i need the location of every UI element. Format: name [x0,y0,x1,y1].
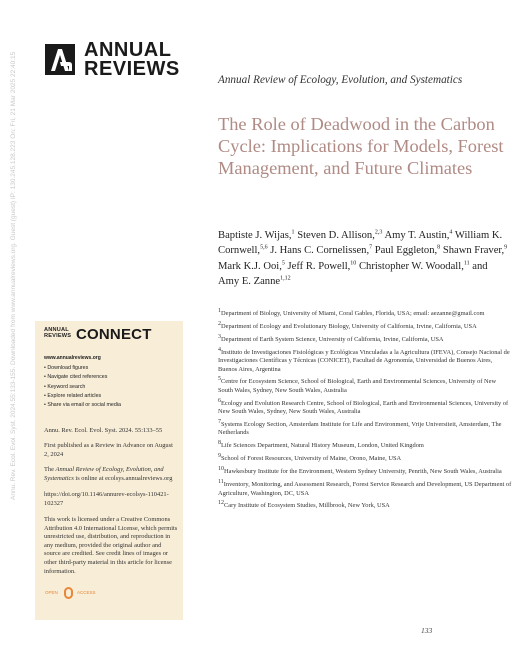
affiliation: $^8$Life Sciences Department, Natural History Museum, London, United Kingdom [218,440,424,450]
affiliation: $^6$Ecology and Evolution Research Centre, School of Biological, Earth and Environmental Sciences, University of New South Wales, Sydney, New South Wales, Australia [218,397,509,416]
affiliation: $^7$Systems Ecology Section, Amsterdam Institute for Life and Environment, Vrije Universiteit, Amsterdam, The Netherlands [218,418,502,437]
online-note-journal: Annual Review of Ecology, Evolution, and Systematics [44,466,164,482]
logo-line-2: REVIEWS [84,58,180,80]
author: Paul Eggleton,$^8$ [374,244,441,257]
feature-item: • Keyword search [44,383,121,392]
license-note: This work is licensed under a Creative Commons Attribution 4.0 International License, which permits unrestricted use, distribution, and reproduction in any medium, provided the original author and source are credited. See credit lines of images or other third-party material in this article for license information. [44,516,178,575]
affiliation: $^9$School of Forest Resources, University of Maine, Orono, Maine, USA [218,453,402,463]
logo-line-1: ANNUAL [84,39,172,61]
author: Baptiste J. Wijas,$^1$ [218,229,295,241]
author: J. Hans C. Cornelissen,$^7$ [270,244,373,257]
online-note [44,466,179,483]
open-access-label-right: ACCESS [77,590,96,595]
feature-item: • Navigate cited references [44,373,121,382]
feature-item: • Download figures [44,364,121,373]
author-list [218,226,508,289]
connect-feature-list [44,364,121,410]
article-title: The Role of Deadwood in the Carbon Cycle: Implications for Models, Forest Management, and Future Climates [218,114,504,178]
affiliation: $^{11}$Inventory, Monitoring, and Assessment Research, Forest Service Research and Development, US Department of Agriculture, Washington, DC, USA [218,479,512,497]
author: Jeff R. Powell,$^{10}$ [287,260,357,272]
affiliation: $^3$Department of Earth System Science, University of California, Irvine, California, USA [218,334,444,344]
author: Amy T. Austin,$^4$ [384,229,453,241]
affiliation-list [218,307,512,512]
affiliation: $^2$Department of Ecology and Evolutionary Biology, University of California, Irvine, California, USA [218,321,477,331]
feature-item: • Explore related articles [44,392,121,401]
journal-name: Annual Review of Ecology, Evolution, and Systematics [218,74,463,86]
affiliation: $^1$Department of Biology, University of Miami, Coral Gables, Florida, USA; email: aezanne@gmail.com [218,308,485,318]
affiliation: $^4$Instituto de Investigaciones Fisiológicas y Ecológicas Vinculadas a la Agricultura (IFEVA), Consejo Nacional de Investigaciones Científicas y Técnicas (CONICET), Facultad de Agronomía, Universidad de Buenos Aires, Buenos Aires, Argentina [218,347,510,373]
affiliation: $^5$Centre for Ecosystem Science, School of Biological, Earth and Environmental Sciences, University of New South Wales, Sydney, New South Wales, Australia [218,376,497,394]
connect-small-line-2: REVIEWS [44,333,72,339]
author: Mark K.J. Ooi,$^5$ [218,260,285,272]
author: William K. Cornwell,$^{5,6}$ [218,229,503,257]
download-watermark [10,51,20,500]
author: Christopher W. Woodall,$^{11}$ [358,260,470,272]
citation-line: Annu. Rev. Ecol. Evol. Syst. 2024. 55:133–55 [44,427,163,434]
annual-reviews-logo-icon [45,44,75,75]
page-number: 133 [421,626,433,635]
online-note-post: is online at ecolsys.annualreviews.org [73,474,173,482]
first-published-note: First published as a Review in Advance on August 2, 2024 [44,442,173,458]
watermark-text: Annu. Rev. Ecol. Evol. Syst. 2024.55:133-155. Downloaded from www.annualreviews.org. Guest (guest) IP: 130.245.128.223 On: Fri, 21 Mar 2025 22:40:15 [10,51,17,500]
connect-small-line-1: ANNUAL [44,327,69,333]
affiliation: $^{12}$Cary Institute of Ecosystem Studies, Millbrook, New York, USA [218,500,390,510]
author: and Amy E. Zanne$^{1,12}$ [218,260,488,288]
connect-wordmark: CONNECT [76,326,152,343]
author: Shawn Fraver,$^9$ [442,244,508,257]
doi-link[interactable]: https://doi.org/10.1146/annurev-ecolsys-110421-102327 [44,491,169,507]
open-access-lock-icon [64,587,73,599]
open-access-label-left: OPEN [45,590,58,595]
logo-wordmark [84,41,180,79]
feature-item: • Share via email or social media [44,401,121,410]
online-note-pre: The [44,466,56,473]
author: Steven D. Allison,$^{2,3}$ [297,229,383,241]
reviews-connect-logo [44,326,152,343]
connect-url-link[interactable]: www.annualreviews.org [44,355,101,361]
affiliation: $^{10}$Hawkesbury Institute for the Environment, Western Sydney University, Penrith, New South Wales, Australia [218,466,502,476]
